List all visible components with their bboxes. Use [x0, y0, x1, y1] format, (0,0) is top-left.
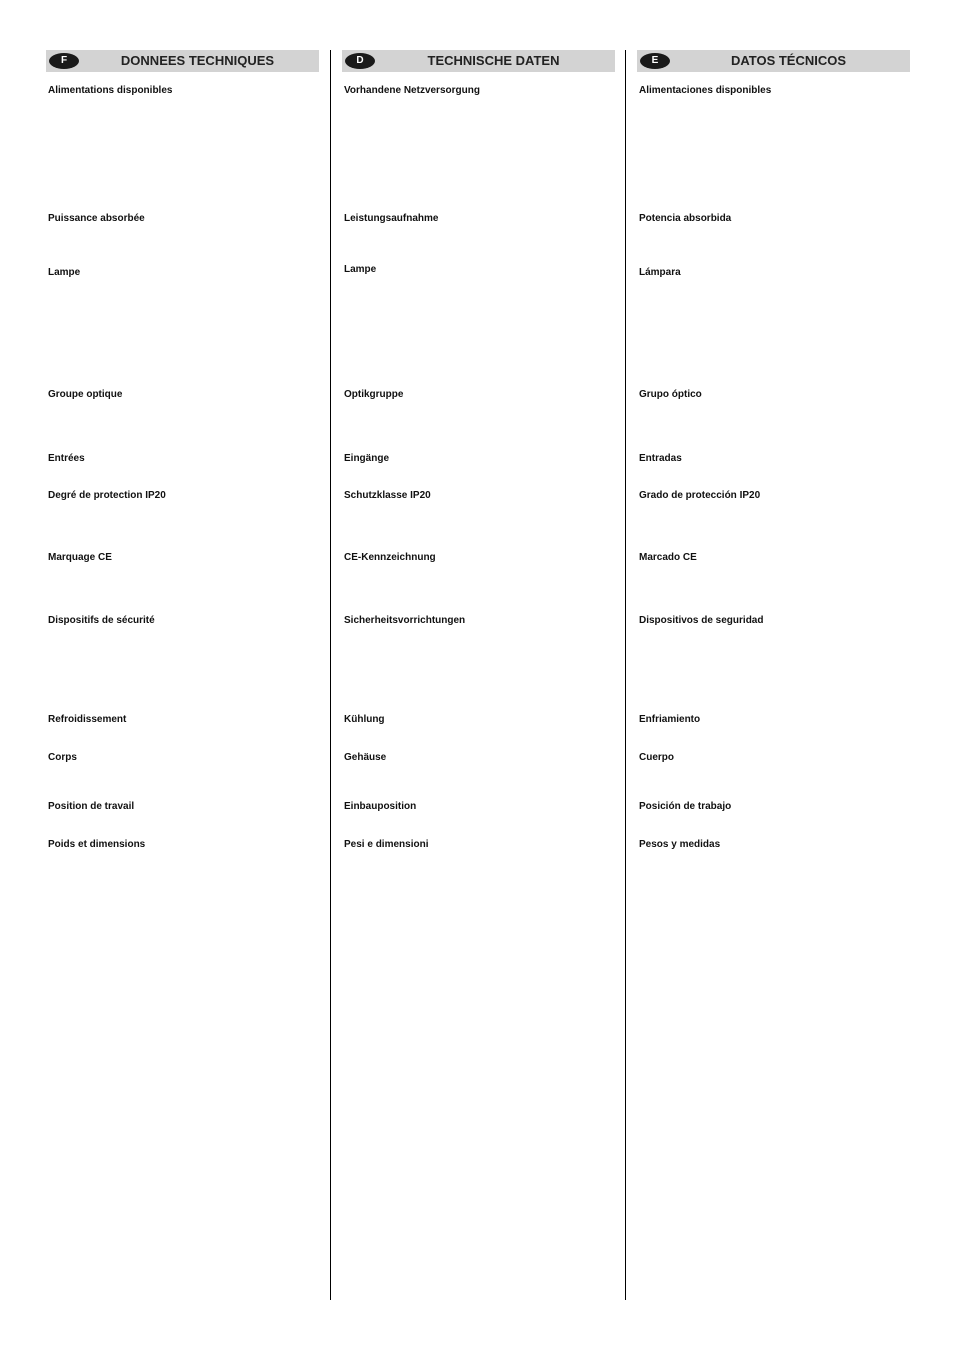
field-label-lamp: Lámpara: [639, 267, 681, 278]
field-label-weight-dimensions: Pesi e dimensioni: [344, 839, 429, 850]
field-label-safety-devices: Dispositivos de seguridad: [639, 615, 764, 626]
section-header: [46, 50, 319, 72]
field-label-ce-marking: Marquage CE: [48, 552, 112, 563]
field-label-working-position: Posición de trabajo: [639, 801, 732, 812]
section-title: DATOS TÉCNICOS: [730, 53, 847, 68]
field-label-power-consumption: Leistungsaufnahme: [344, 213, 439, 224]
language-badge: E: [640, 53, 670, 69]
field-label-safety-devices: Dispositifs de sécurité: [48, 615, 155, 626]
field-label-power-consumption: Puissance absorbée: [48, 213, 145, 224]
column-divider: [330, 50, 331, 1300]
field-label-safety-devices: Sicherheitsvorrichtungen: [344, 615, 466, 626]
section-header: [342, 50, 615, 72]
field-label-power-supply: Alimentaciones disponibles: [639, 85, 772, 96]
field-label-working-position: Einbauposition: [344, 801, 417, 812]
field-label-working-position: Position de travail: [48, 801, 135, 812]
german-column: [342, 50, 615, 1300]
field-label-lamp: Lampe: [48, 267, 81, 278]
field-label-cooling: Refroidissement: [48, 714, 127, 725]
field-label-cooling: Kühlung: [344, 714, 385, 725]
section-title: DONNEES TECHNIQUES: [120, 53, 275, 68]
field-label-cooling: Enfriamiento: [639, 714, 701, 725]
french-column: [46, 50, 319, 1300]
section-title: TECHNISCHE DATEN: [427, 53, 560, 68]
field-label-protection-degree: Schutzklasse IP20: [344, 490, 431, 501]
field-label-weight-dimensions: Poids et dimensions: [48, 839, 146, 850]
column-divider: [625, 50, 626, 1300]
field-label-ce-marking: CE-Kennzeichnung: [344, 552, 436, 563]
field-label-inputs: Eingänge: [344, 453, 390, 464]
field-label-power-supply: Alimentations disponibles: [48, 85, 173, 96]
field-label-protection-degree: Degré de protection IP20: [48, 490, 166, 501]
language-badge: F: [49, 53, 79, 69]
field-label-protection-degree: Grado de protección IP20: [639, 490, 761, 501]
field-label-body: Corps: [48, 752, 77, 763]
field-label-power-consumption: Potencia absorbida: [639, 213, 732, 224]
language-badge: D: [345, 53, 375, 69]
field-label-inputs: Entrées: [48, 453, 85, 464]
field-label-weight-dimensions: Pesos y medidas: [639, 839, 721, 850]
field-label-inputs: Entradas: [639, 453, 682, 464]
field-label-power-supply: Vorhandene Netzversorgung: [344, 85, 480, 96]
field-label-body: Cuerpo: [639, 752, 674, 763]
field-label-body: Gehäuse: [344, 752, 387, 763]
section-header: [637, 50, 910, 72]
spanish-column: [637, 50, 910, 1300]
field-label-optical-group: Grupo óptico: [639, 389, 702, 400]
field-label-optical-group: Optikgruppe: [344, 389, 404, 400]
field-label-ce-marking: Marcado CE: [639, 552, 697, 563]
field-label-lamp: Lampe: [344, 264, 377, 275]
field-label-optical-group: Groupe optique: [48, 389, 123, 400]
